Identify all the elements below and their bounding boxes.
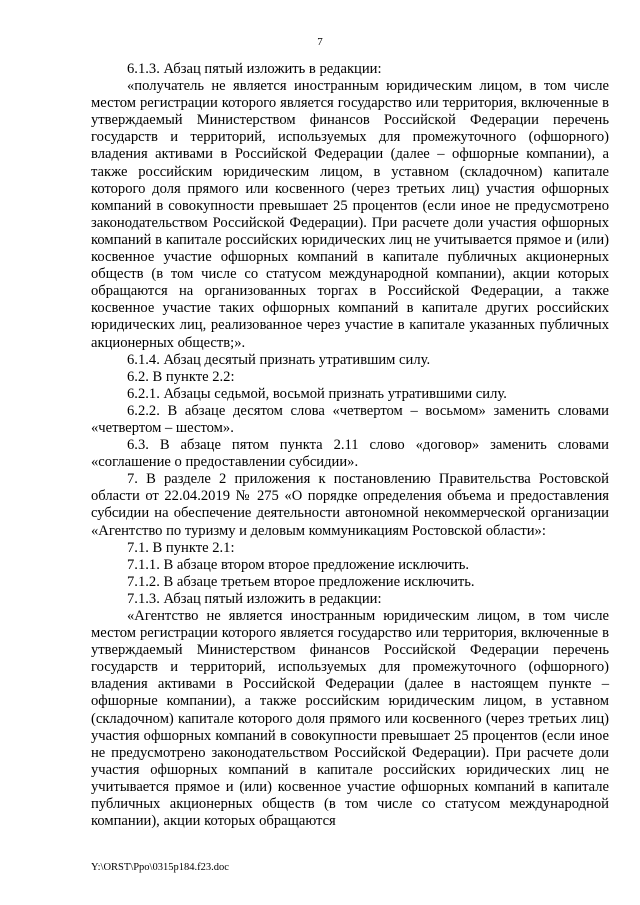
paragraph-7-1-1: 7.1.1. В абзаце втором второе предложение исключить. [127, 556, 470, 573]
paragraph-6-2: 6.2. В пункте 2.2: [127, 368, 235, 385]
paragraph-7-1-2: 7.1.2. В абзаце третьем второе предложение исключить. [127, 573, 475, 590]
file-path-footer: Y:\ORST\Ppo\0315p184.f23.doc [91, 862, 229, 873]
document-body [91, 61, 609, 830]
paragraph-6-2-2: 6.2.2. В абзаце десятом слова «четвертом – восьмом» заменить словами «четвертом – шестом». [91, 402, 609, 436]
paragraph-7: 7. В разделе 2 приложения к постановлению Правительства Ростовской области от 22.04.2019 № 275 «О порядке определения объема и предоставления субсидии на обеспечение деятельности автономной некоммерческой организации «Агентство по туризму и деловым коммуникациям Ростовской области»: [91, 471, 609, 539]
paragraph-agency-requirement: «Агентство не является иностранным юридическим лицом, в том числе местом регистрации которого является государство или территория, включенные в утверждаемый Министерством финансов Российской Федерации перечень государств и территорий, используемых для промежуточного (офшорного) владения активами в Российской Федерации (далее в настоящем пункте – офшорные компании), а также российским юридическим лицом, в уставном (складочном) капитале которого доля прямого или косвенного (через третьих лиц) участия офшорных компаний в совокупности превышает 25 процентов (если иное не предусмотрено законодательством Российской Федерации). При расчете доли участия офшорных компаний в капитале российских юридических лиц не учитывается прямое и (или) косвенное участие офшорных компаний в капитале публичных акционерных обществ (в том числе со статусом международной компании), акции которых обращаются [91, 608, 609, 830]
paragraph-7-1: 7.1. В пункте 2.1: [127, 539, 235, 556]
page-number: 7 [317, 36, 323, 48]
paragraph-7-1-3: 7.1.3. Абзац пятый изложить в редакции: [127, 590, 382, 607]
paragraph-6-1-3: 6.1.3. Абзац пятый изложить в редакции: [127, 61, 382, 77]
paragraph-6-2-1: 6.2.1. Абзацы седьмой, восьмой признать утратившими силу. [127, 385, 507, 402]
paragraph-6-1-4: 6.1.4. Абзац десятый признать утратившим силу. [127, 351, 431, 368]
paragraph-6-3: 6.3. В абзаце пятом пункта 2.11 слово «договор» заменить словами «соглашение о предоставлении субсидии». [91, 437, 609, 471]
paragraph-recipient-requirement: «получатель не является иностранным юридическим лицом, в том числе местом регистрации которого является государство или территория, включенные в утверждаемый Министерством финансов Российской Федерации перечень государств и территорий, используемых для промежуточного (офшорного) владения активами в Российской Федерации (далее – офшорные компании), а также российским юридическим лицом, в уставном (складочном) капитале которого доля прямого или косвенного (через третьих лиц) участия офшорных компаний в совокупности превышает 25 процентов (если иное не предусмотрено законодательством Российской Федерации). При расчете доли участия офшорных компаний в капитале российских юридических лиц не учитывается прямое и (или) косвенное участие офшорных компаний в капитале публичных акционерных обществ (в том числе со статусом международной компании), акции которых обращаются на организованных торгах в Российской Федерации, а также косвенное участие таких офшорных компаний в капитале других российских юридических лиц, реализованное через участие в капитале указанных публичных акционерных обществ;». [91, 78, 609, 351]
